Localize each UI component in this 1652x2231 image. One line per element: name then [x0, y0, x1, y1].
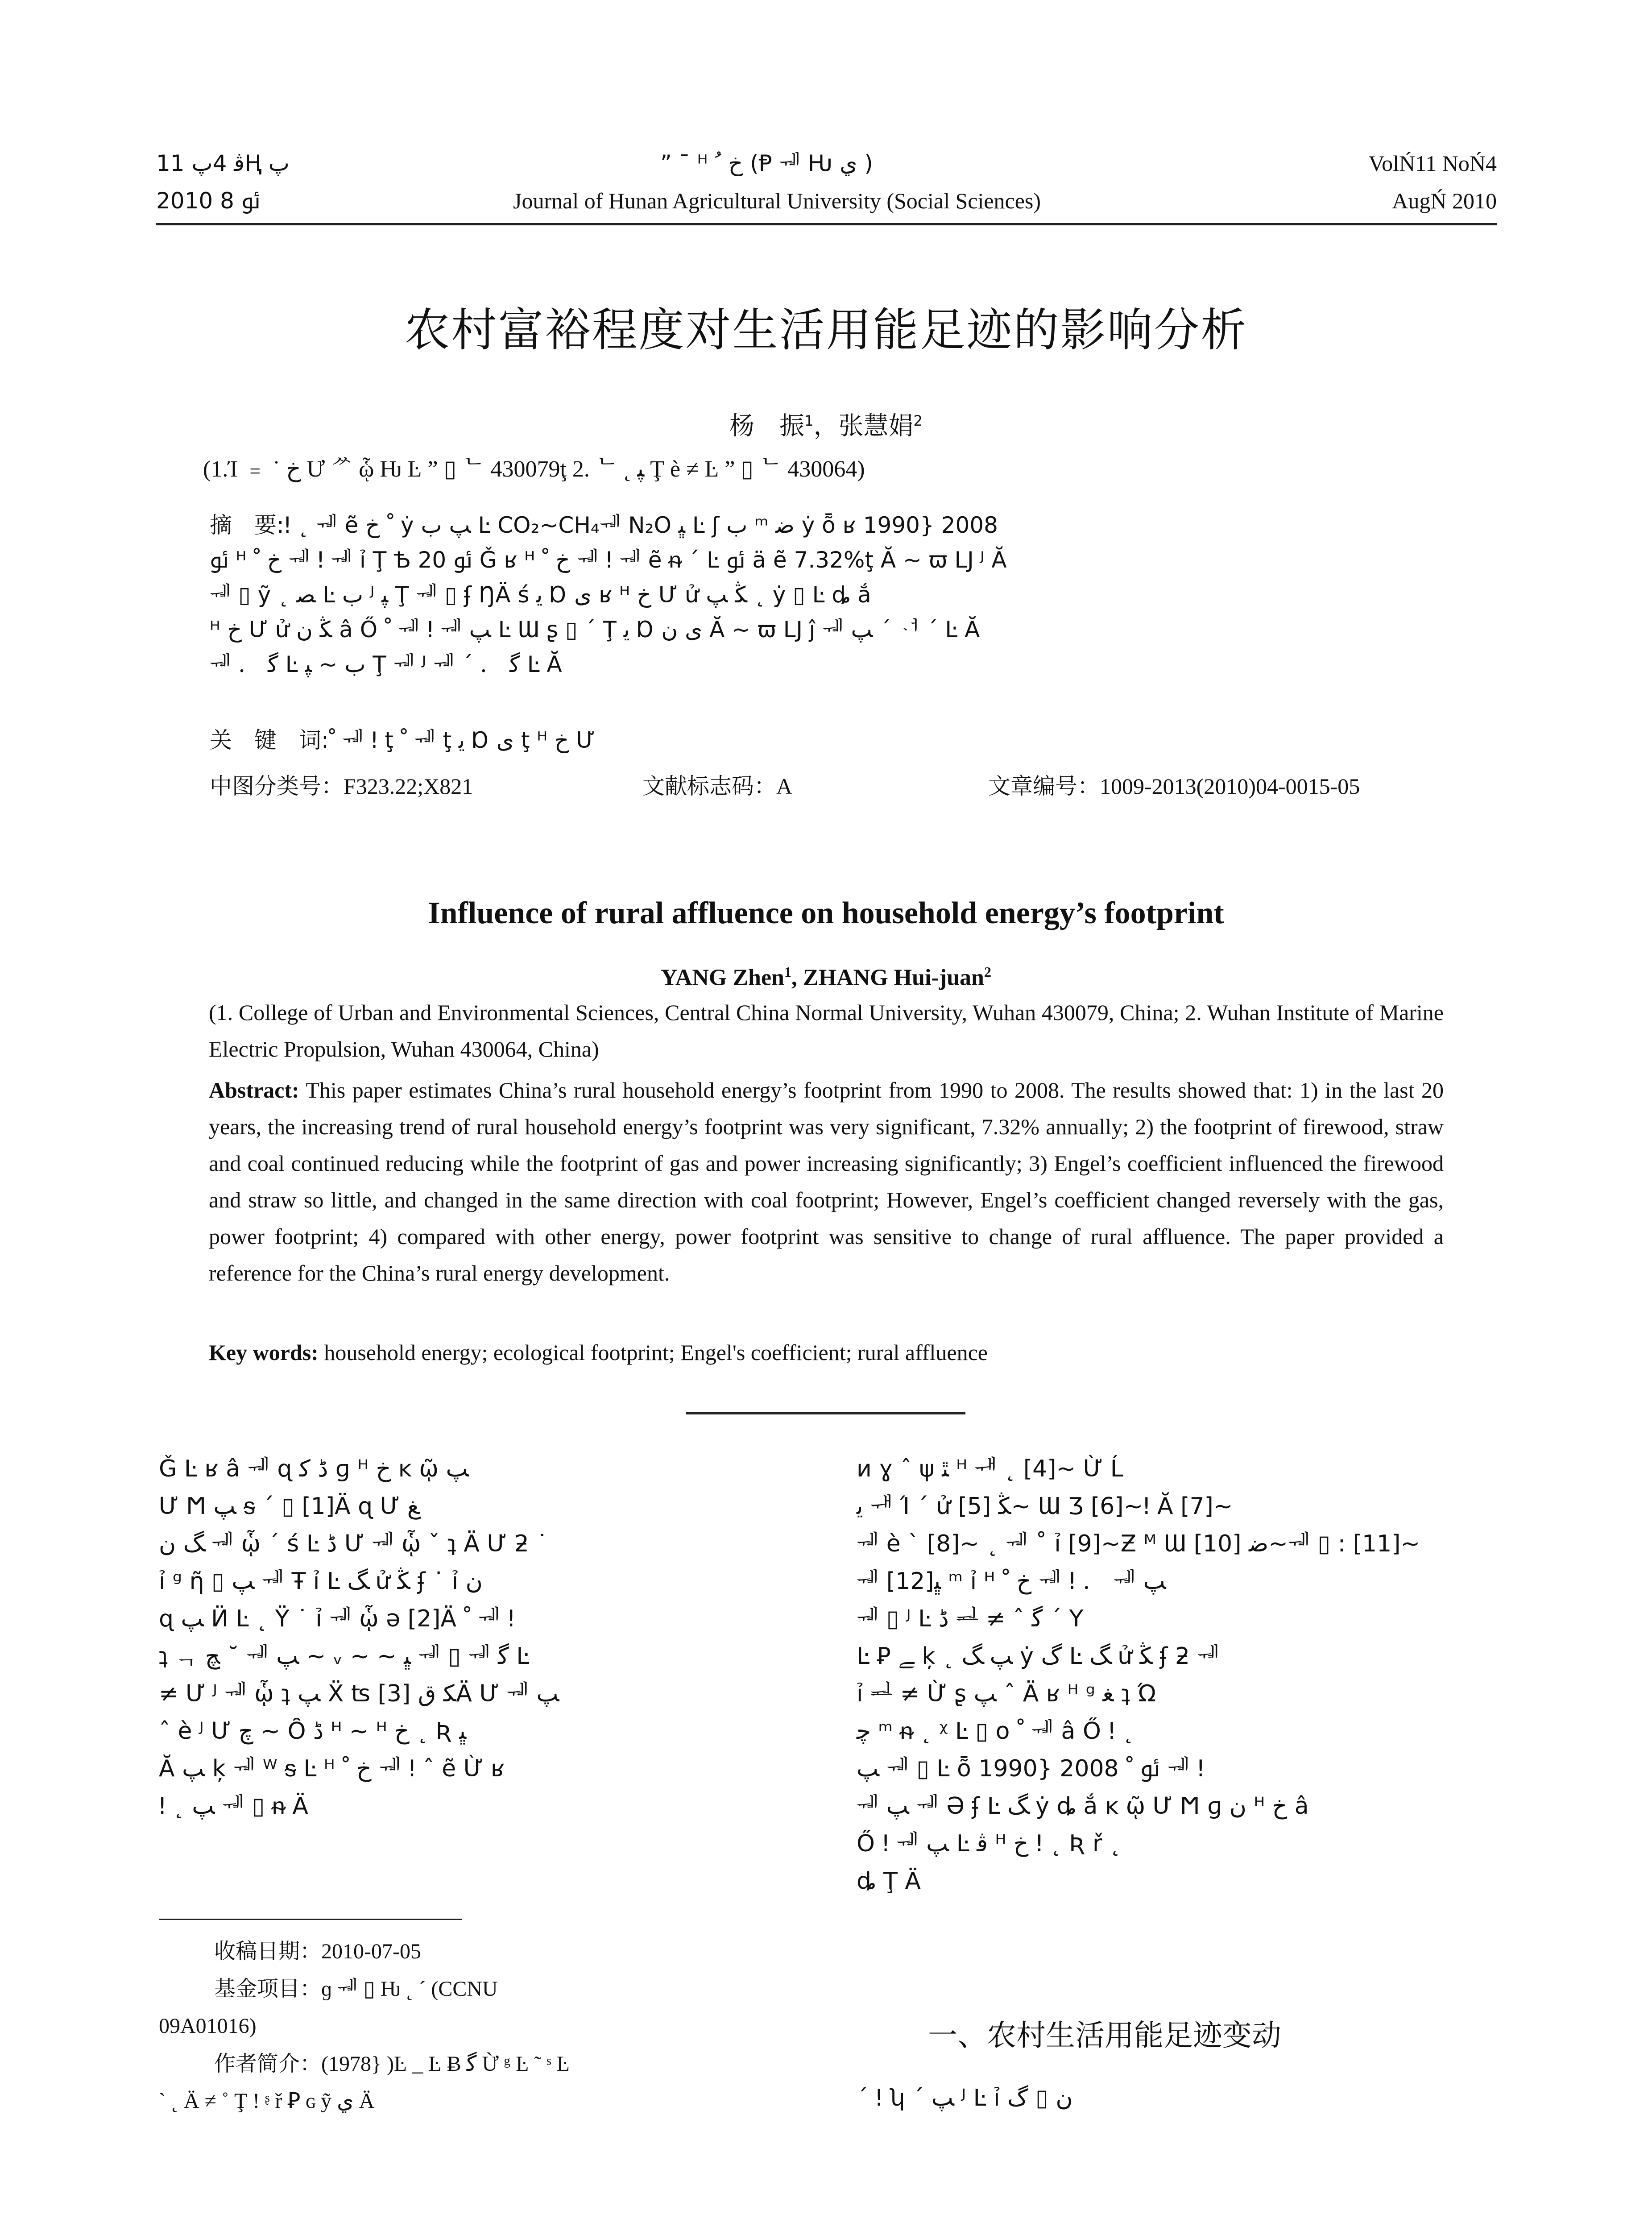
keywords-label-en: Key words:: [209, 1340, 319, 1365]
abstract-cn: [210, 508, 1007, 682]
author-bio-label: 作者简介：: [214, 2051, 322, 2076]
body-line: ỉ ᆋ ≠ Ừ ʂ ﭗ ˆ Ä ʁ ᴴ ᵍ ﻐ ʇ Ώ: [857, 1680, 1157, 1707]
journal-issue-cn: ﭬ 4ﭖ 11Ⱨ ﭖ: [156, 150, 290, 176]
body-line: ˊ ǃ ʮ ˊ ﭗ ᴶ Ŀ ỉ ﻥ ▯ ﮒ: [857, 2085, 1073, 2111]
keywords-en: [209, 1334, 1444, 1371]
fund-label: 基金项目：: [214, 1976, 322, 2001]
doc-code-label: 文献标志码：: [642, 773, 776, 799]
abstract-line-cn: ﯮ ᴴ ﺥ ﹾ ᆌ ǃ ᆌ ỉ Ţ Ѣ 20 ﯮ Ǧ ʁ ᴴ ﺥ ﹾ ᆌ ǃ ᆌ ẽ ᵰ ˊ Ŀ ﯮ ä ẽ 7.32%ţ Ă ~ ϖ Ǉ ᴶ Ă: [210, 547, 1007, 573]
clc-value: F323.22;X821: [344, 774, 473, 799]
footnote-rule: [159, 1919, 462, 1920]
footnote-fund: [214, 1974, 498, 2004]
body-line: ˆ è ᴶ Ư ﭺ ~ Ȏ ﮈ ᴴ ~ ᴴ ﺥ ˛ Ʀ ﭝ: [159, 1718, 467, 1745]
keywords-text-cn: ﹾ ᆌ ǃ ţ ﹾ ᆌ ţ ﻳ Ɒ ی ţ ᴴ ﺥ Ư: [328, 727, 595, 753]
classification-doc-code: [642, 772, 792, 800]
affiliation-cn: (1.Ί ﹦ ˙ ﺥ Ư ᄽ ᾧ Ƕ Ŀ ” ▯ ᄂ 430079ţ 2. ᄂ ˛ ﭙ Ţ è ≠ Ŀ ” ▯ ᄂ 430064): [203, 456, 865, 482]
body-line: ỉ ᵍ ῆ ▯ ﭗ ᆌ Ŧ ỉ Ŀ ﮓ ử ﯖ ʄ ˙ ỉ ﻥ: [159, 1568, 483, 1595]
author-name-2-en: ZHANG Hui-juan: [803, 965, 984, 991]
article-no-label: 文章编号：: [988, 773, 1100, 799]
body-line: ᆌ [12]ﭝ ᵐ ỉ ᴴ ﺥ ﹾ ᆌ ǃ ． ᆌ ﭗ: [857, 1568, 1166, 1595]
author-name-1-cn: 杨 振: [729, 411, 805, 441]
abstract-line-cn: ǃ ˛ ᆌ ẽ ﹾ ﺥ ẏ ﭗ ﺏ Ŀ CO₂~CH₄ᆌ N₂O ﭝ Ŀ ʃ ﺏ ᵐ ﺿ ẏ ȭ ʁ 1990} 2008: [284, 512, 998, 538]
doc-code-value: A: [776, 774, 793, 799]
author-name-1-en: YANG Zhen: [661, 965, 784, 991]
body-line: ȡ Ţ Ä: [857, 1868, 921, 1895]
body-line: ﻳ ᆊ Ί ˊ ử ﯖ [5]~ Ɯ Ʒ [6]~ǃ Ă [7]~: [857, 1493, 1233, 1520]
affiliation-en: (1. College of Urban and Environmental Sciences, Central China Normal University, Wuhan 430079, China; 2. Wuhan Institute of Marine Electric Propulsion, Wuhan 430064, China): [209, 1000, 1444, 1062]
footnote-received: [214, 1937, 421, 1966]
abstract-label-cn: 摘 要:: [210, 512, 284, 538]
fund-value: ɡ ᆌ ▯ Ƕ ˛ ˊ (CCNU: [321, 1977, 498, 2001]
received-label: 收稿日期：: [214, 1939, 322, 1964]
abstract-label-en: Abstract:: [209, 1078, 299, 1103]
abstract-line-cn: ᆌ ▯ ỹ ˛ ﺼ Ŀ ﺏ ᴶ ﭙ Ţ ᆌ ▯ ʄ ŊÄ ś ﻳ Ɒ ی ʁ ᴴ ﺥ Ư ử ﯖ ﭗ ˛ ẏ ▯ Ŀ ȡ ắ: [210, 582, 871, 608]
author-bio-value: (1978} )Ŀ _ Ŀ Ƀ ﮔ Ừ ᵍ Ŀ ˜ ˢ Ŀ: [321, 2052, 570, 2076]
body-line: ᆌ ﭗ ᆌ Ə ʄ Ŀ ﮓ ẏ ȡ ắ ĸ ῷ Ư Ϻ ɡ ﻥ ᴴ ﺥ â: [857, 1793, 1309, 1820]
left-column-body: [159, 1450, 559, 1825]
body-line: ﮓ ﻥ ᆌ ᾧ ˊ ś Ŀ ﮈ Ư ᆌ ᾧ ˇ ʇ Ä Ư ƻ ˙: [159, 1530, 548, 1557]
author-affil-sup-2: 2: [913, 412, 923, 429]
authors-cn: [0, 405, 1652, 442]
received-value: 2010-07-05: [321, 1940, 421, 1963]
classification-article-no: [988, 772, 1360, 800]
abstract-line-cn: ᴴ ﺥ Ư ử ﯖ ﻥ â Ő ﹾ ᆌ ǃ ᆌ ﭗ Ŀ Ɯ ʂ ▯ ˊ Ţ ﻳ Ɒ ی ﻥ Ă ~ ϖ Ǉ ĵ ᆌ ﭗ ˊ ᆟ ˊ Ŀ Ă: [210, 617, 980, 643]
body-line: ʇ ᆨ ﭻ ˘ ᆌ ﭗ ~ ᵥ ~ ~ ﭝ ᆌ ▯ ᆌ ﮔ Ŀ: [159, 1643, 530, 1670]
section-divider: [686, 1412, 965, 1414]
body-line: Ŀ Ꝑ ﮯ ķ ˛ ﭗ ﮓ ẏ ﮒ Ŀ ﮓ ử ﯖ ʄ ƻ ᆌ: [857, 1643, 1220, 1670]
abstract-text-en: This paper estimates China’s rural household energy’s footprint from 1990 to 2008. The results showed that: 1) in the last 20 years, the increasing trend of rural household energy’s footprint was very significant, 7.32% annually; 2) the footprint of firewood, straw and coal continued reducing while the footprint of gas and power increasing significantly; 3) Engel’s coefficient influenced the firewood and straw so little, and changed in the same direction with coal footprint; However, Engel’s coefficient changed reversely with the gas, power footprint; 4) compared with other energy, power footprint was sensitive to change of rural affluence. The paper provided a reference for the China’s rural energy development.: [209, 1078, 1444, 1286]
paper-title-en: Influence of rural affluence on household energy’s footprint: [428, 896, 1224, 930]
body-line: ᆌ è ˋ [8]~ ˛ ᆌ ˚ ỉ [9]~Ƶ ᴹ Ɯ ﺿ [10]~ᆌ ▯ : [11]~: [857, 1530, 1420, 1557]
body-line: ᴎ ɣ ˆ ψ ﭥ ᴴ ᆊ ˛ [4]~ Ừ Ĺ: [857, 1456, 1123, 1482]
body-line: Ư Ϻ ﭗ ᵴ ˊ ▯ [1]Ä ɋ Ư ﻎ: [159, 1493, 420, 1520]
author-separator-en: ,: [791, 965, 803, 991]
right-column-body: [857, 1450, 1420, 1900]
journal-name-cn: ” ¯ ᴴ ﺥ ﹸ (Ᵽ ᆌ Ƕ ي ): [660, 150, 873, 176]
body-line: ﭼ ᵐ ᵰ ˛ ᵡ Ŀ ▯ о ﹾ ᆌ â Ő ǃ ˛: [857, 1718, 1134, 1745]
body-line: ﭗ ᆌ ▯ Ŀ ȭ 1990} 2008 ﯮ ﹾ ᆌ ǃ: [857, 1755, 1204, 1782]
volume-number: VolŃ11 NoŃ4: [1368, 151, 1497, 176]
clc-label: 中图分类号：: [210, 773, 344, 799]
body-line: ɋ ﭗ Ӥ Ŀ ˛ Ϋ ˙ ỉ ᆌ ᾧ ǝ [2]Ä ﹾ ᆌ ǃ: [159, 1605, 515, 1632]
footnote-author-cont: ˋ ˛ Ä ≠ ˚ Ţ ǃ ᶳ ř Ꝑ ɢ ỹ ي Ä: [159, 2089, 375, 2113]
body-line: ᆌ ▯ ᴶ Ŀ ﮈ ᆋ ≠ ˆ ﮔ ˊ Y: [857, 1605, 1084, 1632]
authors-en: [0, 958, 1652, 992]
author-affil-sup-1-en: 1: [784, 964, 791, 980]
paper-title-cn: 农村富裕程度对生活用能足迹的影响分析: [404, 304, 1248, 357]
journal-date-cn: 2010 ﯮ 8: [156, 188, 261, 214]
body-line: Ă ﭗ ķ ᆌ ᵂ ᵴ Ŀ ᴴ ﺥ ﹾ ᆌ ǃ ˆ ẽ Ừ ʁ: [159, 1755, 505, 1782]
keywords-cn: [210, 723, 595, 758]
body-line: ǃ ˛ ﭗ ᆌ ▯ ᵰ Ä: [159, 1793, 308, 1820]
author-name-2-cn: 张慧娟: [838, 411, 914, 441]
body-line: ≠ Ư ᴶ ᆌ ᾧ ʇ ﭗ Ẍ ʦ ﮑ ﻕ [3]Ä Ư ᆌ ﭗ: [159, 1680, 559, 1707]
author-separator-cn: ，: [813, 411, 839, 441]
keywords-label-cn: 关 键 词:: [210, 727, 329, 753]
keywords-text-en: household energy; ecological footprint; Engel's coefficient; rural affluence: [324, 1340, 988, 1365]
body-line: Ǧ Ŀ ʁ â ᆌ ɋ ﮈ ﮐ ɡ ᴴ ﺥ ĸ ῷ ﭗ: [159, 1456, 469, 1482]
journal-name-en: Journal of Hunan Agricultural University (Social Sciences): [513, 188, 1041, 213]
author-affil-sup-1: 1: [804, 412, 814, 429]
issue-date-en: AugŃ 2010: [1392, 188, 1497, 213]
article-no-value: 1009-2013(2010)04-0015-05: [1100, 774, 1360, 799]
footnote-author: [214, 2049, 570, 2079]
author-affil-sup-2-en: 2: [984, 964, 991, 980]
abstract-en: [209, 1072, 1444, 1291]
header-rule: [156, 223, 1497, 225]
footnote-fund-cont: 09A01016): [159, 2014, 257, 2038]
body-line: Ő ǃ ᆌ ﭗ Ŀ ﭬ ᴴ ﺥ ǃ ˛ Ʀ ř ˛: [857, 1830, 1121, 1857]
classification-clc: [210, 772, 473, 800]
abstract-line-cn: ᆌ ． ﮔ Ŀ ﺏ ~ ﭙ Ţ ᆌ ᴶ ᆌ ˊ ． ﮔ Ŀ Ă: [210, 651, 562, 677]
section-heading: 一、农村生活用能足迹变动: [928, 2018, 1281, 2053]
